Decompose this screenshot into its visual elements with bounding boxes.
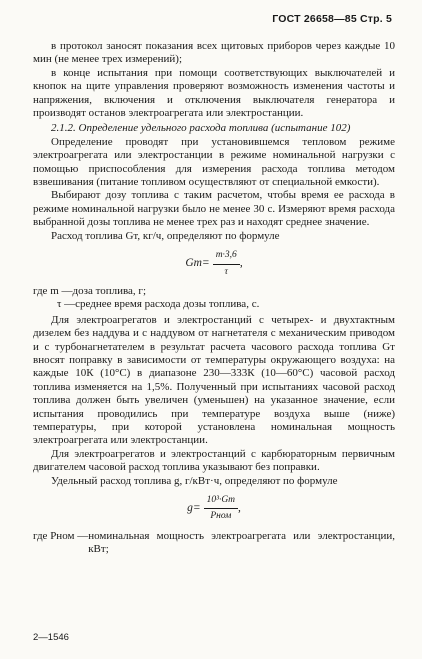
section-heading: 2.1.2. Определение удельного расхода топлива (испытание 102) [51,122,351,135]
formula-lhs: g= [187,502,201,515]
paragraph-specific-rate: Удельный расход топлива g, г/кВт·ч, определяют по формуле [51,474,338,487]
formula-denominator: Pном [210,511,232,522]
formula-fuel-consumption [33,249,395,279]
definition-item [33,530,395,557]
formula-tail: , [238,502,241,515]
formula-numerator: 10³·Gт [204,494,238,509]
paragraph-fuel-rate: Расход топлива Gт, кг/ч, определяют по формуле [51,229,280,242]
definition-symbol: где m — [33,284,73,297]
definition-text: номинальная мощность электроагрегата или электростанции, кВт; [88,529,395,556]
paragraph-dose: Выбирают дозу топлива с таким расчетом, чтобы время ее расхода в режиме номинальной нагрузки было не менее 30 с. Измеряют время расхода выбранной дозы топлива не менее трех раз и находят среднее значение. [33,189,395,229]
page-footer-code: 2—1546 [33,632,69,643]
formula-numerator: m·3,6 [213,249,240,264]
definition-symbol: где Pном — [33,529,89,542]
page-header: ГОСТ 26658—85 Стр. 5 [272,13,392,25]
formula-specific-consumption [33,494,395,524]
paragraph-protocol: в протокол заносят показания всех щитовых приборов через каждые 10 мин (не менее трех измерений); [33,40,395,66]
document-body [33,40,395,557]
formula-tail: , [239,257,243,270]
definition-text: доза топлива, г; [72,284,146,297]
formula-fraction [204,494,238,524]
definition-item [33,285,395,298]
definitions-list [33,530,395,557]
definition-symbol: τ — [57,298,76,311]
definition-item [33,298,395,311]
paragraph-control-check: в конце испытания при помощи соответствующих выключателей и кнопок на щите управления проверяют возможность изменения частоты и напряжения, включения и отключения выключателя генератора и производят останов электроагрегата или электростанции. [33,66,395,120]
paragraph-correction: Для электроагрегатов и электростанций с четырех- и двухтактным дизелем без наддува и с наддувом от нагнетателя с механическим приводом и с турбонагнетателем в результат расчета часового расхода топлива Gт вносят поправку в зависимости от температуры окружающего воздуха: на каждые 10К (10°C) в диапазоне 230—333К (10—60°C) часовой расход топлива изменяется на 1,5%. Полученный при испытаниях часовой расход топлива должен быть увеличен (уменьшен) на указанное значение, если испытания проводились при температуре воздуха выше (ниже) температуры, при которой установлена номинальная мощность электроагрегата или электростанции. [33,313,395,447]
definition-text: среднее время расхода дозы топлива, с. [75,298,260,311]
paragraph-carburetor: Для электроагрегатов и электростанций с карбюраторным первичным двигателем часовой расход топлива указывают без поправки. [33,447,395,474]
definitions-list [33,285,395,312]
formula-fraction [213,249,240,279]
formula-lhs: Gт= [185,257,210,270]
formula-denominator: τ [224,266,228,277]
paragraph-definition: Определение проводят при установившемся тепловом режиме электроагрегата или электростанции в режиме номинальной нагрузки с помощью приспособления для измерения расхода топлива методом взвешивания (питание топливом осуществляют от специальной емкости). [33,135,395,189]
